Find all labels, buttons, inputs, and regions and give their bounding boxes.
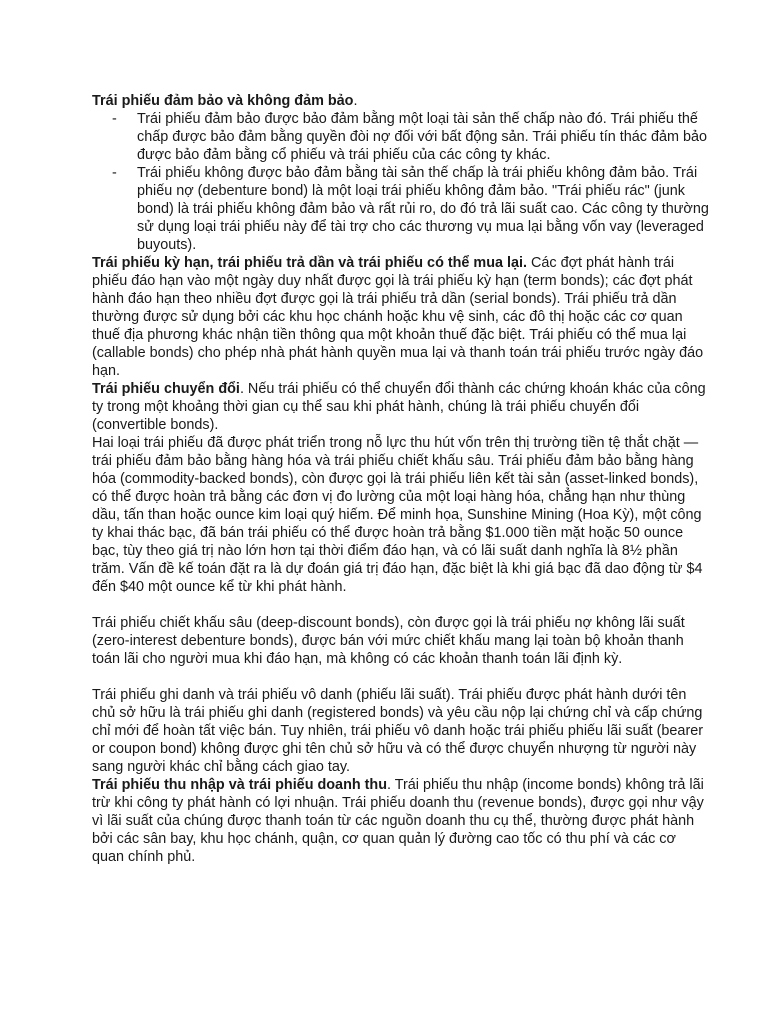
paragraph-gap <box>92 668 710 686</box>
convertible-heading: Trái phiếu chuyển đổi <box>92 381 240 397</box>
income-body: . Trái phiếu thu nhập (income bonds) không trả lãi trừ khi công ty phát hành có lợi nhuận. Trái phiếu doanh thu (revenue bonds), được gọi như vậy vì lãi suất của chúng được thanh toán từ các nguồn doanh thu cụ thể, thường được phát hành bởi các sân bay, khu học chánh, quận, cơ quan quản lý đường cao tốc có thu phí và các cơ quan chính phủ. <box>92 777 704 865</box>
commodity-paragraph: Hai loại trái phiếu đã được phát triển trong nỗ lực thu hút vốn trên thị trường tiền tệ thắt chặt — trái phiếu đảm bảo bằng hàng hóa và trái phiếu chiết khấu sâu. Trái phiếu đảm bảo bằng hàng hóa (commodity-backed bonds), còn được gọi là trái phiếu liên kết tài sản (asset-linked bonds), có thể được hoàn trả bằng các đơn vị đo lường của một loại hàng hóa, chẳng hạn như thùng dầu, tấn than hoặc ounce kim loại quý hiếm. Để minh họa, Sunshine Mining (Hoa Kỳ), một công ty khai thác bạc, đã bán trái phiếu có thể được hoàn trả bằng $1.000 tiền mặt hoặc 50 ounce bạc, tùy theo giá trị nào lớn hơn tại thời điểm đáo hạn, và có lãi suất danh nghĩa là 8½ phần trăm. Vấn đề kế toán đặt ra là dự đoán giá trị đáo hạn, đặc biệt là khi giá bạc đã dao động từ $4 đến $40 một ounce kể từ khi phát hành. <box>92 435 703 595</box>
list-item: - Trái phiếu đảm bảo được bảo đảm bằng một loại tài sản thế chấp nào đó. Trái phiếu thế chấp được bảo đảm bằng quyền đòi nợ đối với bất động sản. Trái phiếu tín thác đảm bảo được bảo đảm bằng cổ phiếu và trái phiếu của các công ty khác. <box>92 110 710 164</box>
term-paragraph <box>92 254 710 380</box>
secured-heading-tail: . <box>353 93 358 109</box>
deep-discount-paragraph: Trái phiếu chiết khấu sâu (deep-discount bonds), còn được gọi là trái phiếu nợ không lãi suất (zero-interest debenture bonds), được bán với mức chiết khấu mang lại toàn bộ khoản thanh toán lãi cho người mua khi đáo hạn, mà không có các khoản thanh toán lãi định kỳ. <box>92 615 685 667</box>
list-item: - Trái phiếu không được bảo đảm bằng tài sản thế chấp là trái phiếu không đảm bảo. Trái phiếu nợ (debenture bond) là một loại trái phiếu không đảm bảo. "Trái phiếu rác" (junk bond) là trái phiếu không đảm bảo và rất rủi ro, do đó trả lãi suất cao. Các công ty thường sử dụng loại trái phiếu này để tài trợ cho các thương vụ mua lại bằng vốn vay (leveraged buyouts). <box>92 164 710 254</box>
convertible-paragraph <box>92 380 710 434</box>
secured-heading-line <box>92 92 710 110</box>
paragraph-gap <box>92 596 710 614</box>
term-heading: Trái phiếu kỳ hạn, trái phiếu trả dần và trái phiếu có thể mua lại. <box>92 255 528 271</box>
registered-paragraph: Trái phiếu ghi danh và trái phiếu vô danh (phiếu lãi suất). Trái phiếu được phát hành dưới tên chủ sở hữu là trái phiếu ghi danh (registered bonds) và yêu cầu nộp lại chứng chỉ và cấp chứng chỉ mới để hoàn tất việc bán. Tuy nhiên, trái phiếu vô danh hoặc trái phiếu phiếu lãi suất (bearer or coupon bond) không được ghi tên chủ sở hữu và có thể được chuyển nhượng từ người này sang người khác chỉ bằng cách giao tay. <box>92 687 704 775</box>
secured-list <box>92 110 710 254</box>
income-heading: Trái phiếu thu nhập và trái phiếu doanh thu <box>92 777 388 793</box>
convertible-body: . Nếu trái phiếu có thể chuyển đổi thành các chứng khoán khác của công ty trong một khoảng thời gian cụ thể sau khi phát hành, chúng là trái phiếu chuyển đổi (convertible bonds). <box>92 381 706 433</box>
term-body: Các đợt phát hành trái phiếu đáo hạn vào một ngày duy nhất được gọi là trái phiếu kỳ hạn (term bonds); các đợt phát hành đáo hạn theo nhiều đợt được gọi là trái phiếu trả dần (serial bonds). Trái phiếu trả dần thường được sử dụng bởi các khu học chánh hoặc khu vệ sinh, các đô thị hoặc các cơ quan thuế địa phương khác nhận tiền thông qua một khoản thuế đặc biệt. Trái phiếu có thể mua lại (callable bonds) cho phép nhà phát hành quyền mua lại và thanh toán trái phiếu trước ngày đáo hạn. <box>92 255 704 379</box>
secured-heading: Trái phiếu đảm bảo và không đảm bảo <box>92 93 354 109</box>
income-paragraph <box>92 776 710 866</box>
